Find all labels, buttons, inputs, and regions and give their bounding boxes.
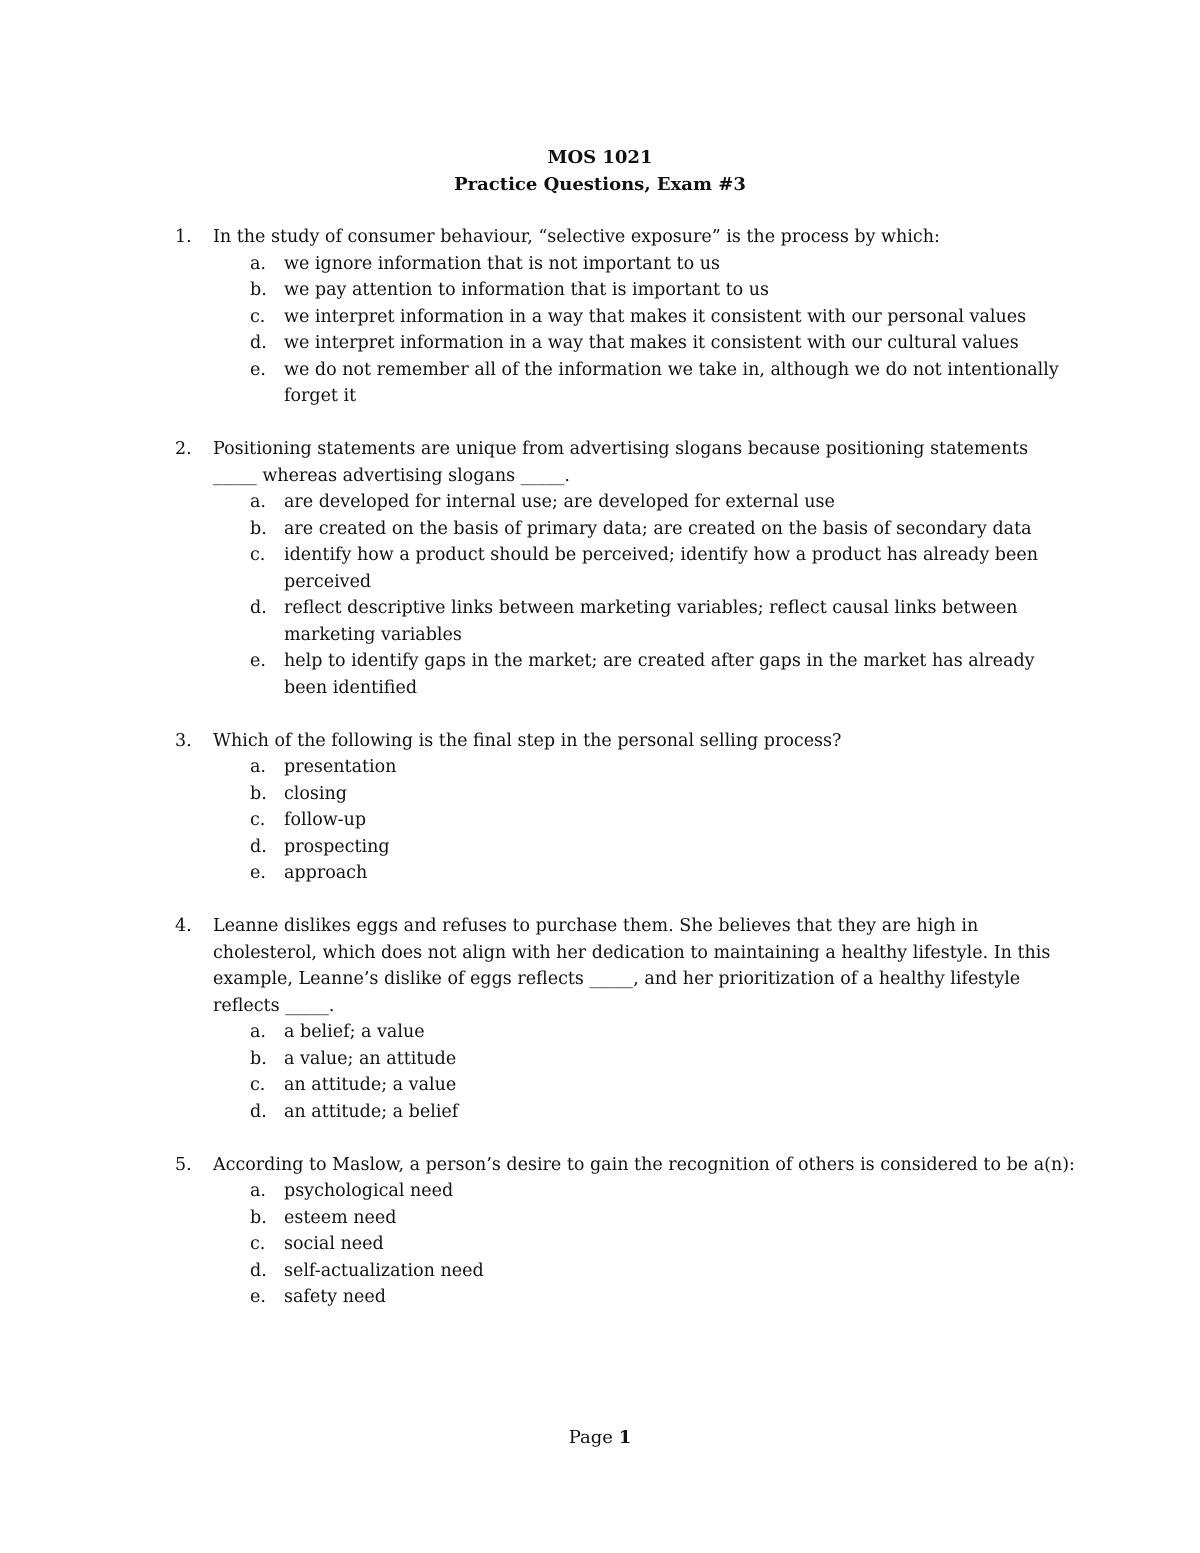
choice-item — [175, 277, 1075, 304]
choice-letter: d. — [250, 598, 267, 618]
choice-letter: c. — [250, 306, 266, 327]
choice-item — [175, 1046, 1075, 1073]
choice-item — [175, 1284, 1075, 1311]
choice-text: psychological need — [284, 1181, 454, 1201]
choice-letter: e. — [250, 863, 266, 883]
choice-letter: a. — [250, 757, 266, 777]
choice-item — [175, 807, 1075, 834]
question-number: 5. — [175, 1154, 192, 1175]
choice-text: prospecting — [284, 836, 390, 857]
choice-letter: b. — [250, 518, 267, 539]
choice-item — [175, 330, 1075, 357]
choice-text: we interpret information in a way that makes it consistent with our personal values — [284, 306, 1027, 327]
choice-letter: e. — [250, 359, 266, 380]
course-title: MOS 1021 — [547, 147, 653, 168]
choice-item — [175, 1205, 1075, 1232]
document-header — [0, 144, 1200, 198]
question-number: 4. — [175, 916, 192, 936]
choice-text: are developed for internal use; are developed for external use — [284, 492, 835, 512]
question-number: 1. — [175, 227, 192, 247]
choice-text: a value; an attitude — [284, 1048, 457, 1069]
choice-item — [175, 542, 1075, 595]
choice-letter: c. — [250, 1075, 266, 1095]
choice-letter: c. — [250, 810, 266, 830]
choice-item — [175, 1099, 1075, 1126]
choice-item — [175, 489, 1075, 516]
choice-item — [175, 357, 1075, 410]
page-number: 1 — [618, 1427, 632, 1448]
question-text: Which of the following is the final step in the personal selling process? — [213, 730, 842, 751]
choice-letter: e. — [250, 1287, 266, 1307]
page-label: Page — [568, 1427, 613, 1448]
choice-item — [175, 251, 1075, 278]
choice-text: an attitude; a belief — [284, 1101, 459, 1122]
page-footer — [0, 1424, 1200, 1451]
choice-text: we ignore information that is not important to us — [284, 253, 720, 274]
choice-text: social need — [284, 1234, 384, 1254]
choice-text: self-actualization need — [284, 1260, 484, 1281]
choice-text: we do not remember all of the information we take in, although we do not intentionally forget it — [284, 359, 1059, 406]
choice-item — [175, 1178, 1075, 1205]
question-text: In the study of consumer behaviour, “selective exposure” is the process by which: — [213, 227, 940, 247]
choice-item — [175, 595, 1075, 648]
choice-item — [175, 1258, 1075, 1285]
question-list — [175, 224, 1075, 1337]
choice-letter: c. — [250, 1234, 266, 1254]
choice-letter: d. — [250, 1260, 267, 1281]
choice-text: reflect descriptive links between marketing variables; reflect causal links between marketing variables — [284, 598, 1018, 645]
choice-item — [175, 1019, 1075, 1046]
choice-item — [175, 754, 1075, 781]
choice-item — [175, 781, 1075, 808]
choice-letter: a. — [250, 1022, 266, 1042]
choice-text: identify how a product should be perceived; identify how a product has already been perceived — [284, 545, 1038, 592]
choice-list — [175, 251, 1075, 410]
choice-letter: d. — [250, 333, 267, 353]
question-text: Positioning statements are unique from advertising slogans because positioning statements _____ whereas advertising slogans _____. — [213, 439, 1029, 486]
choice-text: closing — [284, 783, 347, 804]
choice-list — [175, 1019, 1075, 1125]
question-text: Leanne dislikes eggs and refuses to purchase them. She believes that they are high in cholesterol, which does not align with her dedication to maintaining a healthy lifestyle. In this example, Leanne’s dislike of eggs reflects _____, and her prioritization of a healthy lifestyle reflects _____. — [213, 916, 1051, 1016]
choice-letter: a. — [250, 492, 266, 512]
choice-item — [175, 834, 1075, 861]
choice-letter: b. — [250, 280, 267, 300]
choice-text: we pay attention to information that is important to us — [284, 280, 769, 300]
choice-text: presentation — [284, 757, 397, 777]
question-5 — [175, 1152, 1075, 1311]
question-number: 3. — [175, 730, 192, 751]
question-1 — [175, 224, 1075, 410]
choice-text: an attitude; a value — [284, 1075, 457, 1095]
choice-item — [175, 304, 1075, 331]
question-3 — [175, 728, 1075, 887]
choice-list — [175, 1178, 1075, 1311]
choice-letter: a. — [250, 1181, 266, 1201]
question-text: According to Maslow, a person’s desire to gain the recognition of others is considered to be a(n): — [213, 1154, 1075, 1175]
choice-item — [175, 1231, 1075, 1258]
choice-letter: d. — [250, 1101, 267, 1122]
choice-item — [175, 516, 1075, 543]
choice-letter: a. — [250, 253, 266, 274]
choice-text: follow-up — [284, 810, 367, 830]
choice-text: safety need — [284, 1287, 386, 1307]
choice-letter: b. — [250, 1048, 267, 1069]
choice-text: a belief; a value — [284, 1022, 425, 1042]
choice-letter: b. — [250, 783, 267, 804]
choice-text: we interpret information in a way that makes it consistent with our cultural values — [284, 333, 1019, 353]
choice-item — [175, 648, 1075, 701]
question-4 — [175, 913, 1075, 1125]
question-2 — [175, 436, 1075, 701]
choice-letter: d. — [250, 836, 267, 857]
choice-letter: e. — [250, 651, 266, 671]
choice-letter: b. — [250, 1207, 267, 1228]
choice-text: esteem need — [284, 1207, 397, 1228]
choice-letter: c. — [250, 545, 266, 565]
question-number: 2. — [175, 439, 192, 459]
choice-item — [175, 1072, 1075, 1099]
choice-text: help to identify gaps in the market; are created after gaps in the market has already been identified — [284, 651, 1035, 698]
choice-list — [175, 489, 1075, 701]
choice-text: are created on the basis of primary data; are created on the basis of secondary data — [284, 518, 1032, 539]
document-subtitle: Practice Questions, Exam #3 — [454, 174, 746, 195]
choice-text: approach — [284, 863, 368, 883]
choice-list — [175, 754, 1075, 887]
choice-item — [175, 860, 1075, 887]
